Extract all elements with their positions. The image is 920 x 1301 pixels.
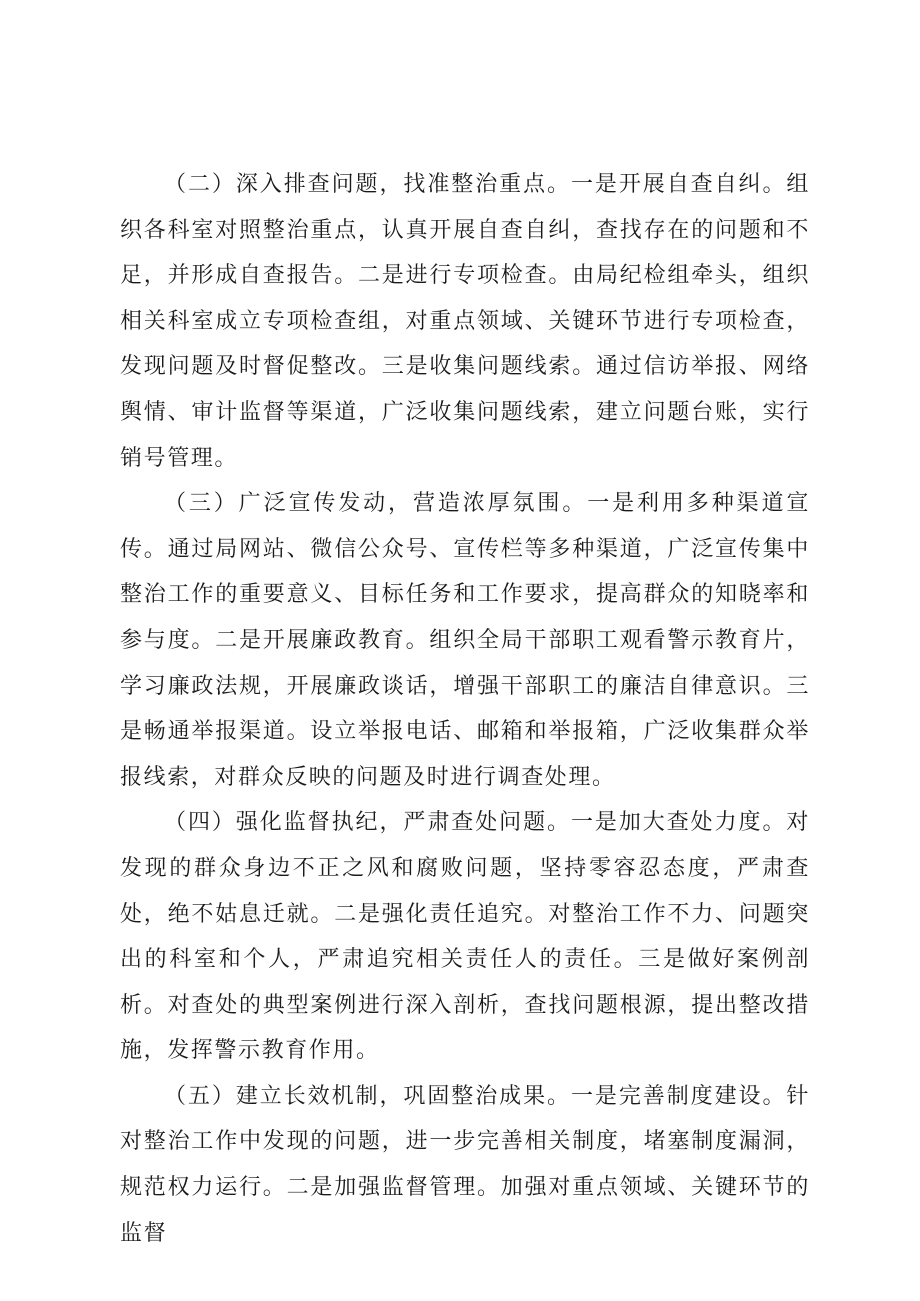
paragraph-section-3: （三）广泛宣传发动，营造浓厚氛围。一是利用多种渠道宣传。通过局网站、微信公众号、宣传栏等多种渠道，广泛宣传集中整治工作的重要意义、目标任务和工作要求，提高群众的知晓率和参与度。二是开展廉政教育。组织全局干部职工观看警示教育片，学习廉政法规，开展廉政谈话，增强干部职工的廉洁自律意识。三是畅通举报渠道。设立举报电话、邮箱和举报箱，广泛收集群众举报线索，对群众反映的问题及时进行调查处理。: [120, 491, 810, 790]
paragraph-section-5: （五）建立长效机制，巩固整治成果。一是完善制度建设。针对整治工作中发现的问题，进一步完善相关制度，堵塞制度漏洞，规范权力运行。二是加强监督管理。加强对重点领域、关键环节的监督: [120, 1083, 810, 1246]
document-body: [120, 162, 810, 1256]
paragraph-section-2: （二）深入排查问题，找准整治重点。一是开展自查自纠。组织各科室对照整治重点，认真开展自查自纠，查找存在的问题和不足，并形成自查报告。二是进行专项检查。由局纪检组牵头，组织相关科室成立专项检查组，对重点领域、关键环节进行专项检查，发现问题及时督促整改。三是收集问题线索。通过信访举报、网络舆情、审计监督等渠道，广泛收集问题线索，建立问题台账，实行销号管理。: [120, 172, 810, 471]
paragraph-section-4: （四）强化监督执纪，严肃查处问题。一是加大查处力度。对发现的群众身边不正之风和腐败问题，坚持零容忍态度，严肃查处，绝不姑息迁就。二是强化责任追究。对整治工作不力、问题突出的科室和个人，严肃追究相关责任人的责任。三是做好案例剖析。对查处的典型案例进行深入剖析，查找问题根源，提出整改措施，发挥警示教育作用。: [120, 810, 810, 1064]
